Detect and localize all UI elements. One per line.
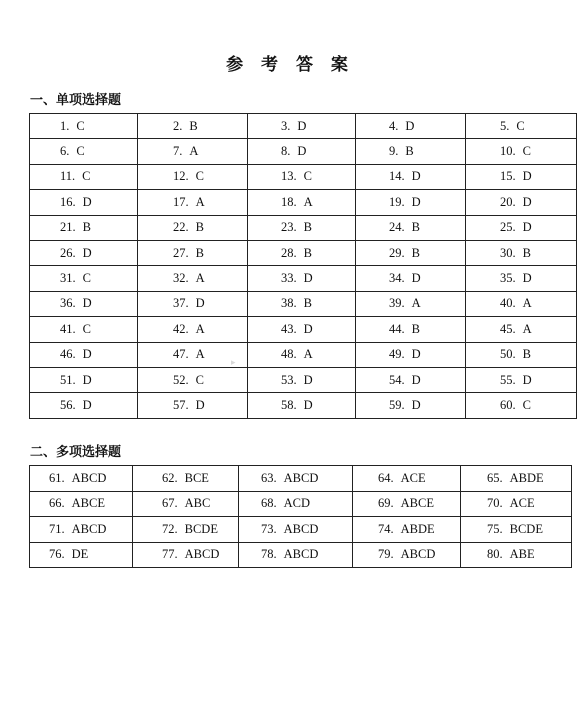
question-number: 19. [389,194,405,209]
answer-letter: D [411,169,421,184]
answer-cell [30,342,138,367]
answer-cell [133,466,239,492]
question-number: 43. [281,321,297,336]
answer-letter: B [195,220,204,235]
question-number: 71. [49,521,65,536]
question-number: 47. [173,347,189,362]
answer-letter: ACE [509,496,535,511]
question-number: 53. [281,372,297,387]
question-number: 30. [500,245,516,260]
question-number: 8. [281,144,291,159]
answer-letter: ABCD [400,547,436,562]
answer-letter: ABDE [400,521,435,536]
answer-letter: D [82,245,92,260]
answer-cell [356,164,466,189]
question-number: 22. [173,220,189,235]
answer-cell [356,215,466,240]
single-choice-row [30,367,577,392]
answer-cell [356,393,466,418]
answer-cell [356,266,466,291]
answer-cell [30,215,138,240]
question-number: 77. [162,547,178,562]
question-number: 50. [500,347,516,362]
answer-letter: B [405,144,414,159]
answer-letter: D [411,372,421,387]
answer-letter: D [303,372,313,387]
answer-cell [138,291,248,316]
answer-cell [248,139,356,164]
answer-letter: ACD [283,496,311,511]
answer-cell [138,114,248,139]
answer-letter: D [522,169,532,184]
section-heading-multiple-choice: 二、多项选择题 [30,445,122,460]
question-number: 32. [173,271,189,286]
question-number: 6. [60,144,70,159]
answer-letter: B [189,118,198,133]
answer-cell [30,517,133,543]
answer-letter: D [82,296,92,311]
answer-letter: ACE [400,470,426,485]
answer-letter: D [411,397,421,412]
answer-cell [138,393,248,418]
answer-cell [466,139,577,164]
answer-letter: C [522,397,531,412]
answer-cell [30,266,138,291]
answer-cell [30,542,133,568]
question-number: 55. [500,372,516,387]
answer-letter: B [411,321,420,336]
answer-letter: A [303,347,313,362]
answer-cell [30,240,138,265]
question-number: 38. [281,296,297,311]
question-number: 56. [60,397,76,412]
question-number: 52. [173,372,189,387]
answer-cell [248,291,356,316]
question-number: 80. [487,547,503,562]
answer-letter: D [297,144,307,159]
question-number: 40. [500,296,516,311]
answer-cell [239,491,353,517]
answer-letter: D [303,271,313,286]
answer-cell [356,139,466,164]
question-number: 25. [500,220,516,235]
answer-cell [356,317,466,342]
answer-cell [356,190,466,215]
answer-cell [30,291,138,316]
question-number: 54. [389,372,405,387]
answer-cell [466,114,577,139]
question-number: 33. [281,271,297,286]
answer-cell [133,491,239,517]
single-choice-row [30,190,577,215]
answer-letter: C [195,372,204,387]
answer-letter: ABDE [509,470,544,485]
question-number: 70. [487,496,503,511]
single-choice-row [30,139,577,164]
answer-cell [248,367,356,392]
single-choice-answer-table [29,113,577,419]
answer-letter: D [195,397,205,412]
answer-cell [239,542,353,568]
answer-cell [466,367,577,392]
question-number: 45. [500,321,516,336]
answer-letter: C [303,169,312,184]
question-number: 10. [500,144,516,159]
answer-cell [30,139,138,164]
answer-letter: A [189,144,199,159]
answer-letter: ABCD [283,470,319,485]
answer-letter: B [522,245,531,260]
answer-cell [138,215,248,240]
answer-letter: C [82,169,91,184]
question-number: 49. [389,347,405,362]
answer-letter: B [522,347,531,362]
answer-letter: C [516,118,525,133]
question-number: 64. [378,470,394,485]
answer-letter: DE [71,547,89,562]
answer-cell [248,266,356,291]
question-number: 57. [173,397,189,412]
answer-letter: A [195,194,205,209]
answer-cell [30,367,138,392]
question-number: 79. [378,547,394,562]
answer-letter: ABCD [71,521,107,536]
question-number: 31. [60,271,76,286]
answer-letter: D [297,118,307,133]
answer-letter: ABCE [71,496,105,511]
answer-letter: D [411,347,421,362]
question-number: 58. [281,397,297,412]
question-number: 5. [500,118,510,133]
answer-letter: D [411,271,421,286]
answer-letter: C [522,144,531,159]
answer-cell [248,164,356,189]
answer-cell [353,517,461,543]
answer-cell [239,517,353,543]
answer-cell [461,517,572,543]
answer-cell [248,240,356,265]
answer-letter: D [522,194,532,209]
answer-cell [466,164,577,189]
question-number: 13. [281,169,297,184]
answer-cell [248,114,356,139]
question-number: 18. [281,194,297,209]
question-number: 1. [60,118,70,133]
answer-letter: D [82,347,92,362]
answer-letter: C [76,144,85,159]
answer-letter: BCDE [509,521,543,536]
question-number: 78. [261,547,277,562]
answer-letter: B [303,220,312,235]
question-number: 76. [49,547,65,562]
question-number: 16. [60,194,76,209]
question-number: 3. [281,118,291,133]
question-number: 59. [389,397,405,412]
answer-letter: D [411,194,421,209]
single-choice-row [30,393,577,418]
single-choice-row [30,114,577,139]
answer-cell [461,491,572,517]
answer-cell [461,466,572,492]
question-number: 27. [173,245,189,260]
answer-cell [466,190,577,215]
answer-cell [133,517,239,543]
single-choice-row [30,342,577,367]
answer-cell [466,393,577,418]
question-number: 29. [389,245,405,260]
answer-cell [466,291,577,316]
answer-cell [356,240,466,265]
answer-cell [239,466,353,492]
answer-letter: D [82,397,92,412]
answer-cell [248,342,356,367]
question-number: 14. [389,169,405,184]
question-number: 48. [281,347,297,362]
answer-letter: D [522,271,532,286]
answer-letter: D [522,372,532,387]
answer-letter: A [303,194,313,209]
answer-letter: D [303,397,313,412]
answer-cell [30,317,138,342]
answer-cell [138,317,248,342]
question-number: 4. [389,118,399,133]
answer-letter: ABCD [283,521,319,536]
answer-letter: BCDE [184,521,218,536]
answer-letter: ABCD [184,547,220,562]
question-number: 35. [500,271,516,286]
question-number: 39. [389,296,405,311]
question-number: 62. [162,470,178,485]
question-number: 36. [60,296,76,311]
question-number: 68. [261,496,277,511]
answer-letter: D [195,296,205,311]
answer-cell [138,139,248,164]
answer-letter: D [82,194,92,209]
question-number: 9. [389,144,399,159]
question-number: 12. [173,169,189,184]
answer-letter: B [303,245,312,260]
question-number: 65. [487,470,503,485]
answer-cell [466,240,577,265]
question-number: 21. [60,220,76,235]
answer-letter: A [522,296,532,311]
answer-cell [461,542,572,568]
question-number: 37. [173,296,189,311]
question-number: 28. [281,245,297,260]
answer-letter: A [411,296,421,311]
question-number: 2. [173,118,183,133]
multiple-choice-row [30,491,572,517]
question-number: 34. [389,271,405,286]
answer-cell [356,367,466,392]
answer-cell [30,190,138,215]
question-number: 11. [60,169,76,184]
page-title: 参 考 答 案 [226,55,354,75]
answer-cell [30,491,133,517]
answer-letter: D [522,220,532,235]
answer-cell [138,266,248,291]
answer-letter: ABE [509,547,535,562]
answer-letter: BCE [184,470,209,485]
answer-letter: A [195,271,205,286]
answer-cell [466,342,577,367]
answer-letter: C [195,169,204,184]
answer-letter: ABCD [71,470,107,485]
answer-cell [356,114,466,139]
single-choice-row [30,240,577,265]
answer-cell [248,393,356,418]
answer-cell [248,190,356,215]
question-number: 44. [389,321,405,336]
multiple-choice-row [30,542,572,568]
multiple-choice-answer-table [29,465,572,568]
answer-letter: ABCD [283,547,319,562]
question-number: 60. [500,397,516,412]
question-number: 23. [281,220,297,235]
question-number: 20. [500,194,516,209]
answer-letter: B [195,245,204,260]
question-number: 61. [49,470,65,485]
answer-letter: B [411,220,420,235]
question-number: 17. [173,194,189,209]
answer-letter: D [405,118,415,133]
answer-cell [138,367,248,392]
question-number: 67. [162,496,178,511]
answer-letter: B [411,245,420,260]
question-number: 7. [173,144,183,159]
answer-letter: C [76,118,85,133]
answer-letter: C [82,321,91,336]
answer-letter: A [195,347,205,362]
answer-cell [133,542,239,568]
answer-cell [30,114,138,139]
answer-letter: B [303,296,312,311]
single-choice-row [30,164,577,189]
answer-cell [356,342,466,367]
question-number: 42. [173,321,189,336]
question-number: 41. [60,321,76,336]
question-number: 73. [261,521,277,536]
question-number: 69. [378,496,394,511]
answer-cell [138,240,248,265]
question-number: 66. [49,496,65,511]
answer-letter: C [82,271,91,286]
single-choice-row [30,291,577,316]
single-choice-row [30,266,577,291]
answer-cell [30,393,138,418]
multiple-choice-row [30,517,572,543]
answer-cell [353,542,461,568]
question-number: 51. [60,372,76,387]
question-number: 15. [500,169,516,184]
answer-letter: A [522,321,532,336]
answer-cell [248,317,356,342]
question-number: 63. [261,470,277,485]
scan-mark-icon: ▸ [231,358,236,368]
answer-cell [466,317,577,342]
answer-cell [356,291,466,316]
multiple-choice-row [30,466,572,492]
question-number: 46. [60,347,76,362]
question-number: 26. [60,245,76,260]
answer-letter: A [195,321,205,336]
answer-cell [138,190,248,215]
question-number: 74. [378,521,394,536]
question-number: 75. [487,521,503,536]
question-number: 72. [162,521,178,536]
answer-letter: D [303,321,313,336]
question-number: 24. [389,220,405,235]
answer-cell [138,164,248,189]
answer-cell [466,266,577,291]
answer-cell [466,215,577,240]
answer-letter: ABCE [400,496,434,511]
answer-cell [30,466,133,492]
answer-cell [30,164,138,189]
answer-cell [248,215,356,240]
answer-letter: ABC [184,496,211,511]
answer-letter: B [82,220,91,235]
answer-cell [353,491,461,517]
single-choice-row [30,215,577,240]
section-heading-single-choice: 一、单项选择题 [30,93,122,108]
single-choice-row [30,317,577,342]
answer-letter: D [82,372,92,387]
answer-cell [353,466,461,492]
